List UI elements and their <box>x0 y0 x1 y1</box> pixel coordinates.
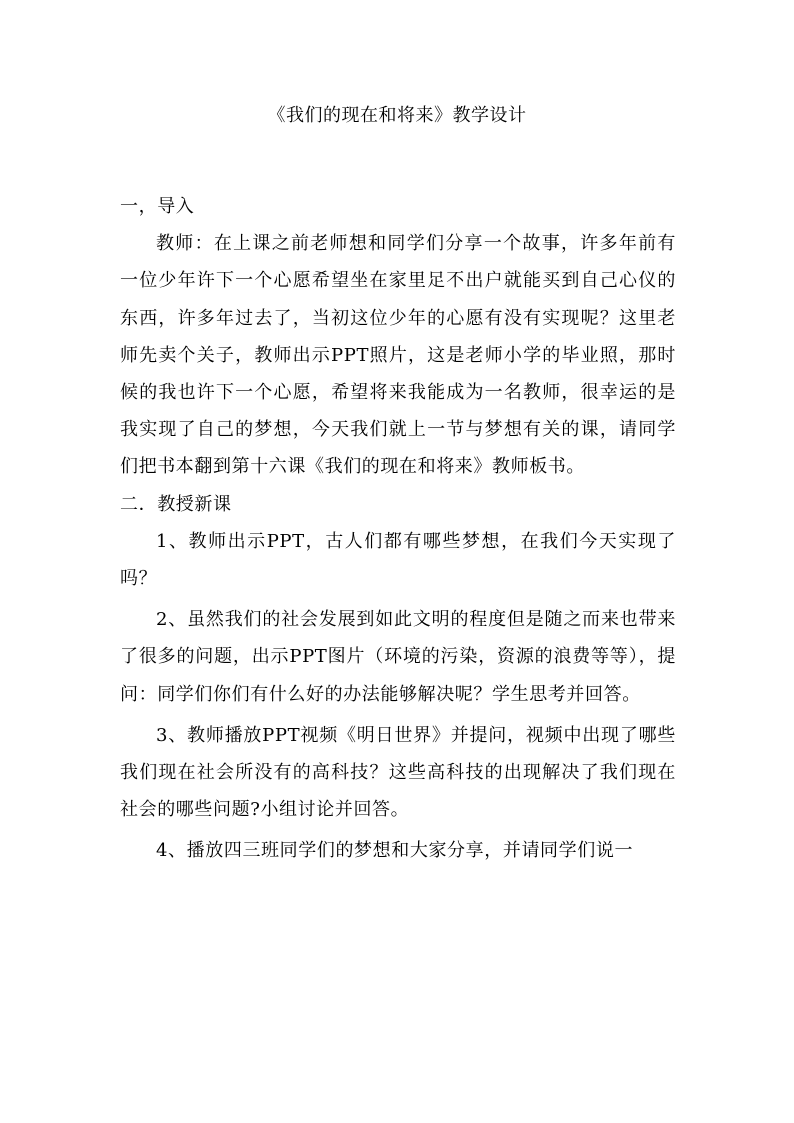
section-heading-intro: 一，导入 <box>120 196 195 217</box>
section-heading-new-lesson: 二．教授新课 <box>120 493 232 515</box>
document-title: 《我们的现在和将来》教学设计 <box>267 105 527 126</box>
paragraph-step-3: 3、教师播放PPT视频《明日世界》并提问，视频中出现了哪些我们现在社会所没有的高科技？这些高科技的出现解决了我们现在社会的哪些问题?小组讨论并回答。 <box>120 724 676 821</box>
paragraph-intro-story: 教师：在上课之前老师想和同学们分享一个故事，许多年前有一位少年许下一个心愿希望坐在家里足不出户就能买到自己心仪的东西，许多年过去了，当初这位少年的心愿有没有实现呢？这里老师先卖个关子，教师出示PPT照片，这是老师小学的毕业照，那时候的我也许下一个心愿，希望将来我能成为一名教师，很幸运的是我实现了自己的梦想，今天我们就上一节与梦想有关的课，请同学们把书本翻到第十六课《我们的现在和将来》教师板书。 <box>120 233 676 478</box>
paragraph-step-1: 1、教师出示PPT，古人们都有哪些梦想，在我们今天实现了吗？ <box>120 530 676 590</box>
paragraph-step-4: 4、播放四三班同学们的梦想和大家分享，并请同学们说一 <box>156 840 634 862</box>
paragraph-step-2: 2、虽然我们的社会发展到如此文明的程度但是随之而来也带来了很多的问题，出示PPT图片（环境的污染，资源的浪费等等），提问：同学们你们有什么好的办法能够解决呢？学生思考并回答。 <box>120 609 676 705</box>
document-body <box>120 188 676 870</box>
